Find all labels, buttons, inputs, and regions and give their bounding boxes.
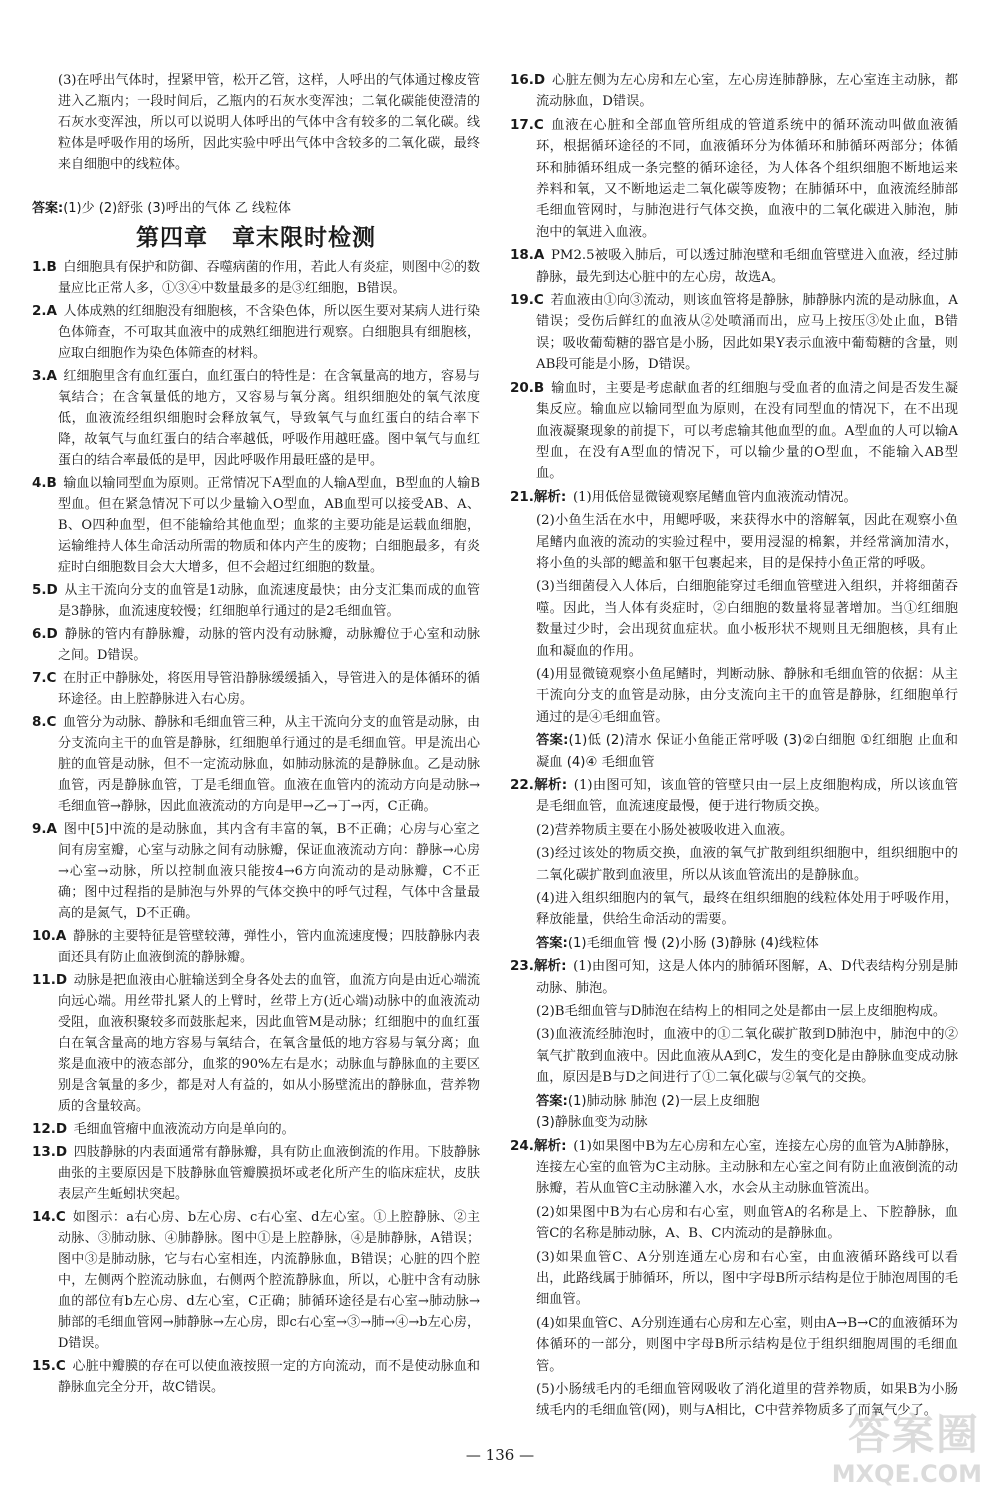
item-number: 5.D <box>32 582 58 598</box>
watermark-url-text: MXQE.COM <box>831 1460 982 1488</box>
page-number: — 136 — <box>465 1446 535 1464</box>
item-number: 23.解析: <box>510 958 567 975</box>
item-sub-paragraph: (3)经过该处的物质交换，血液的氧气扩散到组织细胞中，组织细胞中的二氧化碳扩散到血液里，所以从该血管流出的是静脉血。 <box>536 846 958 883</box>
item-number: 16.D <box>510 72 546 88</box>
item-answer <box>510 730 958 773</box>
left-item-list <box>32 257 480 1398</box>
answer-item <box>510 378 958 485</box>
item-text: 四肢静脉的内表面通常有静脉瓣，具有防止血液倒流的作用。下肢静脉曲张的主要原因是下肢静脉血管瓣膜损坏或老化所产生的临床症状，皮肤表层产生蚯蚓状突起。 <box>58 1145 480 1202</box>
answer-item <box>510 70 958 113</box>
answer-item <box>32 712 480 817</box>
item-number: 15.C <box>32 1358 66 1374</box>
item-number: 18.A <box>510 247 545 264</box>
answer-item <box>32 1207 480 1354</box>
answer-item <box>32 1142 480 1205</box>
answer-text: (1)毛细血管 慢 (2)小肠 (3)静脉 (4)线粒体 <box>567 935 819 951</box>
item-text: 静脉的主要特征是管壁较薄，弹性小，管内血流速度慢；四肢静脉内表面还具有防止血液倒流的静脉瓣。 <box>58 929 480 965</box>
answer-label: 答案: <box>32 201 64 216</box>
answer-text: (1)肺动脉 肺泡 (2)一层上皮细胞 (3)静脉血变为动脉 <box>536 1093 760 1131</box>
item-text: 红细胞里含有血红蛋白，血红蛋白的特性是：在含氧量高的地方，容易与氧结合；在含氧量低的地方，又容易与氧分离。组织细胞处的氧气浓度低，血液流经组织细胞时会释放氧气，导致氧气与血红蛋白的结合率下降，故氧气与血红蛋白的结合率越低，呼吸作用越旺盛。图中氧气与血红蛋白的结合率最低的是甲，因此呼吸作用最旺盛的是甲。 <box>58 369 480 468</box>
answer-label: 答案: <box>536 935 568 951</box>
item-text: 图中[5]中流的是动脉血，其内含有丰富的氧，B不正确；心房与心室之间有房室瓣，心室与动脉之间有动脉瓣，保证血液流动方向：静脉→心房→心室→动脉，所以控制血液只能按4→6方向流动的是动脉瓣，C不正确；图中过程指的是肺泡与外界的气体交换中的呼气过程，气体中含量最高的是氮气，D不正确。 <box>58 822 480 921</box>
item-sub-paragraph: (2)小鱼生活在水中，用鳃呼吸，来获得水中的溶解氧，因此在观察小鱼尾鳍内血液的流动的实验过程中，要用浸湿的棉絮，并经常滴加清水，将小鱼的头部的鳃盖和躯干包裹起来，目的是保持小鱼正常的呼吸。 <box>536 513 958 571</box>
item-number: 21.解析: <box>510 488 567 505</box>
watermark-top-text: 答案圈 <box>847 1410 980 1459</box>
answer-text: (1)低 (2)清水 保证小鱼能正常呼吸 (3)②白细胞 ①红细胞 止血和凝血 (4)④ 毛细血管 <box>536 733 958 770</box>
item-number: 4.B <box>32 475 57 491</box>
answer-item <box>510 775 958 818</box>
answer-item <box>32 970 480 1117</box>
item-sub-paragraph: (2)营养物质主要在小肠处被吸收进入血液。 <box>536 822 794 838</box>
item-number: 10.A <box>32 928 67 944</box>
item-text: PM2.5被吸入肺后，可以透过肺泡壁和毛细血管壁进入血液，经过肺静脉，最先到达心脏中的左心房，故选A。 <box>536 248 958 285</box>
answer-item <box>510 115 958 243</box>
answer-label: 答案: <box>536 1093 568 1109</box>
item-sub-paragraph: (4)如果血管C、A分别连通右心房和左心室，则由A→B→C的血液循环为体循环的一部分，则图中字母B所示结构是位于组织细胞周围的毛细血管。 <box>536 1315 958 1374</box>
item-sub-paragraph: (2)B毛细血管与D肺泡在结构上的相同之处是都由一层上皮细胞构成。 <box>536 1004 947 1020</box>
item-number: 6.D <box>32 626 58 642</box>
item-answer <box>510 1091 958 1134</box>
answer-item <box>510 1136 958 1200</box>
item-text: 人体成熟的红细胞没有细胞核，不含染色体，所以医生要对某病人进行染色体筛查，不可取其血液中的成熟红细胞进行观察。白细胞具有细胞核，应取白细胞作为染色体筛查的材料。 <box>58 304 480 361</box>
answer-item <box>32 668 480 710</box>
answer-item <box>32 366 480 471</box>
answer-item <box>32 257 480 299</box>
item-text: (1)由图可知，该血管的管壁只由一层上皮细胞构成，所以该血管是毛细血管，血流速度最慢，便于进行物质交换。 <box>536 778 958 815</box>
item-text: 如图示：a右心房、b左心房、c右心室、d左心室。①上腔静脉、②主动脉、③肺动脉、④肺静脉。图中①是上腔静脉，④是肺静脉，A错误；图中③是肺动脉，它与右心室相连，内流静脉血，B错误；心脏的四个腔中，左侧两个腔流动脉血，右侧两个腔流静脉血，所以，心脏中含有动脉血的部位有b左心房、d左心室，C正确；肺循环途径是右心室→肺动脉→肺部的毛细血管网→肺静脉→左心房，即c右心室→③→肺→④→b左心房，D错误。 <box>58 1210 480 1351</box>
item-text: 输血时，主要是考虑献血者的红细胞与受血者的血清之间是否发生凝集反应。输血应以输同型血为原则，在没有同型血的情况下，在不出现血液凝聚现象的前提下，可以考虑输其他血型的血。A型血的人可以输A型血，在没有A型血的情况下，可以输少量的O型血，不能输入AB型血。 <box>536 380 959 482</box>
item-number: 19.C <box>510 292 544 309</box>
item-number: 7.C <box>32 670 57 686</box>
item-text: 心脏中瓣膜的存在可以使血液按照一定的方向流动，而不是使动脉血和静脉血完全分开，故C错误。 <box>58 1359 480 1395</box>
item-number: 24.解析: <box>510 1137 567 1154</box>
answer-item <box>32 624 480 666</box>
answer-item <box>510 487 958 508</box>
item-text: (1)用低倍显微镜观察尾鳍血管内血液流动情况。 <box>572 489 857 505</box>
item-sub-paragraph: (3)当细菌侵入人体后，白细胞能穿过毛细血管壁进入组织，并将细菌吞噬。因此，当人体有炎症时，②白细胞的数量将显著增加。当①红细胞数量过少时，会出现贫血症状。血小板形状不规则且无细胞核，具有止血和凝血的作用。 <box>536 579 958 659</box>
item-number: 3.A <box>32 368 57 384</box>
item-number: 20.B <box>510 379 545 396</box>
answer-item <box>32 473 480 578</box>
item-sub-paragraph: (4)用显微镜观察小鱼尾鳍时，判断动脉、静脉和毛细血管的依据：从主干流向分支的血管是动脉，由分支流向主干的血管是静脉，红细胞单行通过的是④毛细血管。 <box>536 666 958 725</box>
answer-item <box>32 819 480 924</box>
item-sub-paragraph: (2)如果图中B为右心房和右心室，则血管A的名称是上、下腔静脉，血管C的名称是肺动脉，A、B、C内流动的是静脉血。 <box>536 1204 958 1242</box>
right-column <box>510 70 958 1424</box>
left-column <box>32 70 480 1400</box>
item-text: 心脏左侧为左心房和左心室，左心房连肺静脉，左心室连主动脉，都流动脉血，D错误。 <box>536 73 958 110</box>
answer-item <box>32 1119 480 1140</box>
answer-item <box>510 245 958 288</box>
item-number: 22.解析: <box>510 777 568 793</box>
item-answer <box>510 933 958 954</box>
item-sub-paragraph: (4)进入组织细胞内的氧气，最终在组织细胞的线粒体处用于呼吸作用，释放能量，供给生命活动的需要。 <box>536 891 958 928</box>
item-text: 白细胞具有保护和防御、吞噬病菌的作用，若此人有炎症，则图中②的数量应比正常人多，①③④中数量最多的是③红细胞，B错误。 <box>58 260 480 296</box>
intro-answer <box>32 177 480 219</box>
answer-item <box>32 580 480 622</box>
item-text: 在肘正中静脉处，将医用导管沿静脉缓缓插入，导管进入的是体循环的循环途径。由上腔静脉进入右心房。 <box>58 671 480 707</box>
item-text: 静脉的管内有静脉瓣，动脉的管内没有动脉瓣，动脉瓣位于心室和动脉之间。D错误。 <box>58 627 480 663</box>
item-text: (1)由图可知，这是人体内的肺循环图解，A、D代表结构分别是肺动脉、肺泡。 <box>536 959 958 996</box>
item-sub-paragraph: (5)小肠绒毛内的毛细血管网吸收了消化道里的营养物质，如果B为小肠绒毛内的毛细血管(网)，则与A相比，C中营养物质多了而氧气少了。 <box>536 1381 958 1419</box>
item-text: 从主干流向分支的血管是1动脉，血流速度最快；由分支汇集而成的血管是3静脉，血流速度较慢；红细胞单行通过的是2毛细血管。 <box>58 583 480 619</box>
item-sub-paragraph: (3)血液流经肺泡时，血液中的①二氧化碳扩散到D肺泡中，肺泡中的②氧气扩散到血液中。因此血液从A到C，发生的变化是由静脉血变成动脉血，原因是B与D之间进行了①二氧化碳与②氧气的交换。 <box>536 1027 958 1086</box>
answer-label: 答案: <box>536 733 569 749</box>
answer-item <box>32 926 480 968</box>
item-number: 12.D <box>32 1121 68 1137</box>
item-text: 动脉是把血液由心脏输送到全身各处去的血管，血流方向是由近心端流向远心端。用丝带扎紧人的上臂时，丝带上方(近心端)动脉中的血液流动受阻，血液积聚较多而鼓胀起来，因此血管M是动脉；红细胞中的血红蛋白在氧含量高的地方容易与氧结合，在氧含量低的地方容易与氧分离；血浆是血液中的液态部分，血浆的90%左右是水；动脉血与静脉血的主要区别是含氧量的多少，都是对人有益的，如从小肠壁流出的静脉血，营养物质的含量较高。 <box>58 973 480 1114</box>
item-text: 血管分为动脉、静脉和毛细血管三种，从主干流向分支的血管是动脉，由分支流向主干的血管是静脉，红细胞单行通过的是毛细血管。甲是流出心脏的血管是动脉，但不一定流动脉血，如肺动脉流的是静脉血。乙是动脉血管，丙是静脉血管，丁是毛细血管。血液在血管内的流动方向是动脉→毛细血管→静脉，因此血液流动的方向是甲→乙→丁→丙，C正确。 <box>58 715 480 814</box>
item-text: 毛细血管瘤中血液流动方向是单向的。 <box>73 1122 295 1137</box>
item-sub-paragraph: (3)如果血管C、A分别连通左心房和右心室，由血液循环路线可以看出，此路线属于肺循环，所以，图中字母B所示结构是位于肺泡周围的毛细血管。 <box>536 1249 958 1308</box>
watermark-logo <box>796 1402 986 1492</box>
item-number: 13.D <box>32 1144 68 1160</box>
item-number: 8.C <box>32 714 57 730</box>
item-number: 17.C <box>510 116 544 133</box>
item-number: 11.D <box>32 972 68 988</box>
answer-item <box>510 290 958 376</box>
item-text: 输血以输同型血为原则。正常情况下A型血的人输A型血，B型血的人输B型血。但在紧急情况下可以少量输入O型血，AB血型可以接受AB、A、B、O四种血型，但不能输给其他血型；血浆的主要功能是运载血细胞，运输维持人体生命活动所需的物质和体内产生的废物；白细胞最多，有炎症时白细胞数目会大大增多，但不会超过红细胞的数量。 <box>58 476 480 575</box>
intro-paragraph: (3)在呼出气体时，捏紧甲管，松开乙管，这样，人呼出的气体通过橡皮管进入乙瓶内；一段时间后，乙瓶内的石灰水变浑浊；二氧化碳能使澄清的石灰水变浑浊，所以可以说明人体呼出的气体中含有较多的二氧化碳。线粒体是呼吸作用的场所，因此实验中呼出气体中含较多的二氧化碳，最终来自细胞中的线粒体。 <box>58 73 480 172</box>
item-text: 血液在心脏和全部血管所组成的管道系统中的循环流动叫做血液循环，根据循环途径的不同，血液循环分为体循环和肺循环两部分；体循环和肺循环组成一条完整的循环途径，为人体各个组织细胞不断地运来养料和氧，又不断地运走二氧化碳等废物；在肺循环中，血液流经肺部毛细血管网时，与肺泡进行气体交换，血液中的二氧化碳进入肺泡，肺泡中的氧进入血液。 <box>536 117 958 240</box>
item-text: 若血液由①向③流动，则该血管将是静脉，肺静脉内流的是动脉血，A错误；受伤后鲜红的血液从②处喷涌而出，应马上按压③处止血，B错误；吸收葡萄糖的器官是小肠，因此如果Y表示血液中葡萄糖的含量，则AB段可能是小肠，D错误。 <box>536 293 958 373</box>
answer-text: (1)少 (2)舒张 (3)呼出的气体 乙 线粒体 <box>63 201 291 216</box>
item-number: 1.B <box>32 259 57 275</box>
answer-item <box>32 301 480 364</box>
item-number: 14.C <box>32 1209 66 1225</box>
chapter-title: 第四章 章末限时检测 <box>136 225 376 251</box>
answer-item <box>510 956 958 999</box>
answer-item <box>32 1356 480 1398</box>
item-number: 9.A <box>32 821 57 837</box>
right-item-list <box>510 70 958 1422</box>
item-text: (1)如果图中B为左心房和左心室，连接左心房的血管为A肺静脉，连接左心室的血管为C主动脉。主动脉和左心室之间有防止血液倒流的动脉瓣，若从血管C主动脉灌入水，水会从主动脉血管流出。 <box>536 1138 958 1197</box>
item-number: 2.A <box>32 303 57 319</box>
